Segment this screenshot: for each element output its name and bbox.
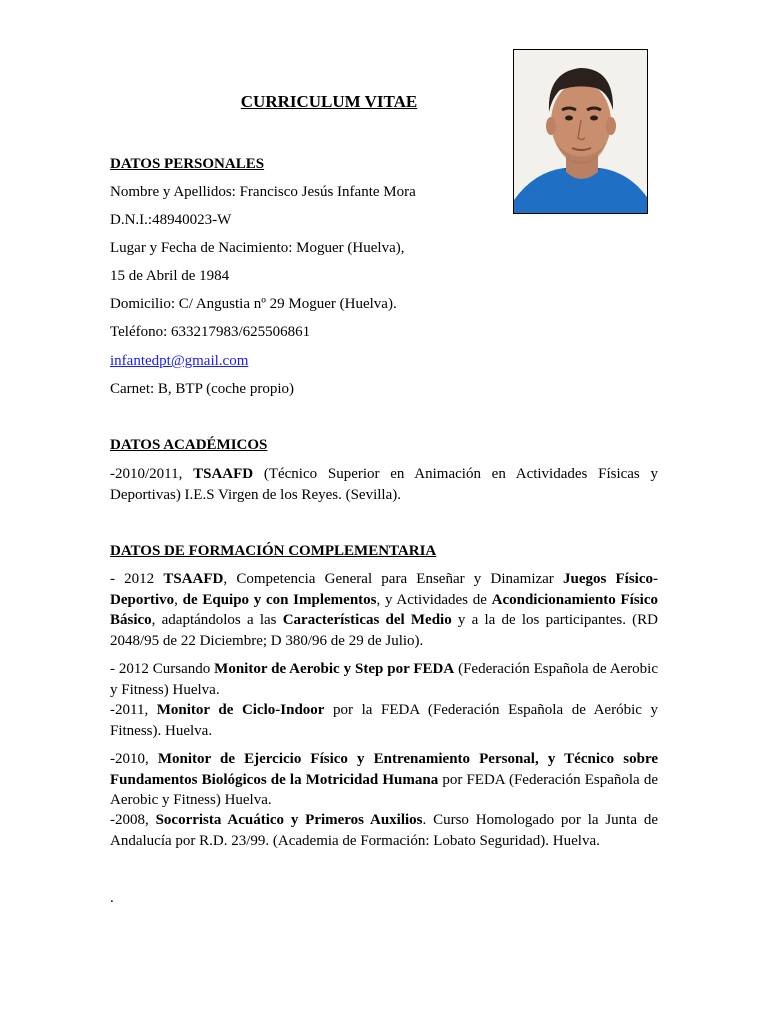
email-link[interactable]: infantedpt@gmail.com: [110, 353, 249, 369]
personal-name: Nombre y Apellidos: Francisco Jesús Infante Mora: [110, 184, 416, 200]
personal-birth-date: 15 de Abril de 1984: [110, 268, 230, 284]
training-item-socorrista: -2008, Socorrista Acuático y Primeros Auxilios. Curso Homologado por la Junta de Andalucía por R.D. 23/99. (Academia de Formación: Lobato Seguridad). Huelva.: [110, 812, 658, 849]
profile-photo: [513, 49, 648, 214]
trailing-mark: .: [110, 890, 114, 906]
personal-dni: D.N.I.:48940023-W: [110, 212, 232, 228]
training-heading: DATOS DE FORMACIÓN COMPLEMENTARIA: [110, 543, 437, 559]
personal-birth-place: Lugar y Fecha de Nacimiento: Moguer (Huelva),: [110, 240, 405, 256]
personal-heading: DATOS PERSONALES: [110, 156, 265, 172]
personal-license: Carnet: B, BTP (coche propio): [110, 381, 294, 397]
academic-heading: DATOS ACADÉMICOS: [110, 437, 268, 453]
academic-item: -2010/2011, TSAAFD (Técnico Superior en Animación en Actividades Físicas y Deportivas) I.E.S Virgen de los Reyes. (Sevilla).: [110, 466, 658, 503]
training-item-tsaafd: - 2012 TSAAFD, Competencia General para Enseñar y Dinamizar Juegos Físico-Deportivo, de Equipo y con Implementos, y Actividades de Acondicionamiento Físico Básico, adaptándolos a las Características del Medio y a la de los participantes. (RD 2048/95 de 22 Diciembre; D 380/96 de 29 de Julio).: [110, 571, 658, 649]
training-item-aerobic: - 2012 Cursando Monitor de Aerobic y Step por FEDA (Federación Española de Aerobic y Fitness) Huelva.: [110, 661, 658, 698]
personal-phone: Teléfono: 633217983/625506861: [110, 324, 311, 340]
document-title: CURRICULUM VITAE: [240, 92, 418, 111]
personal-address: Domicilio: C/ Angustia nº 29 Moguer (Huelva).: [110, 296, 397, 312]
training-item-ciclo: -2011, Monitor de Ciclo-Indoor por la FEDA (Federación Española de Aeróbic y Fitness). Huelva.: [110, 702, 658, 739]
training-item-ejercicio: -2010, Monitor de Ejercicio Físico y Entrenamiento Personal, y Técnico sobre Fundamentos Biológicos de la Motricidad Humana por FEDA (Federación Española de Aerobic y Fitness) Huelva.: [110, 751, 658, 808]
